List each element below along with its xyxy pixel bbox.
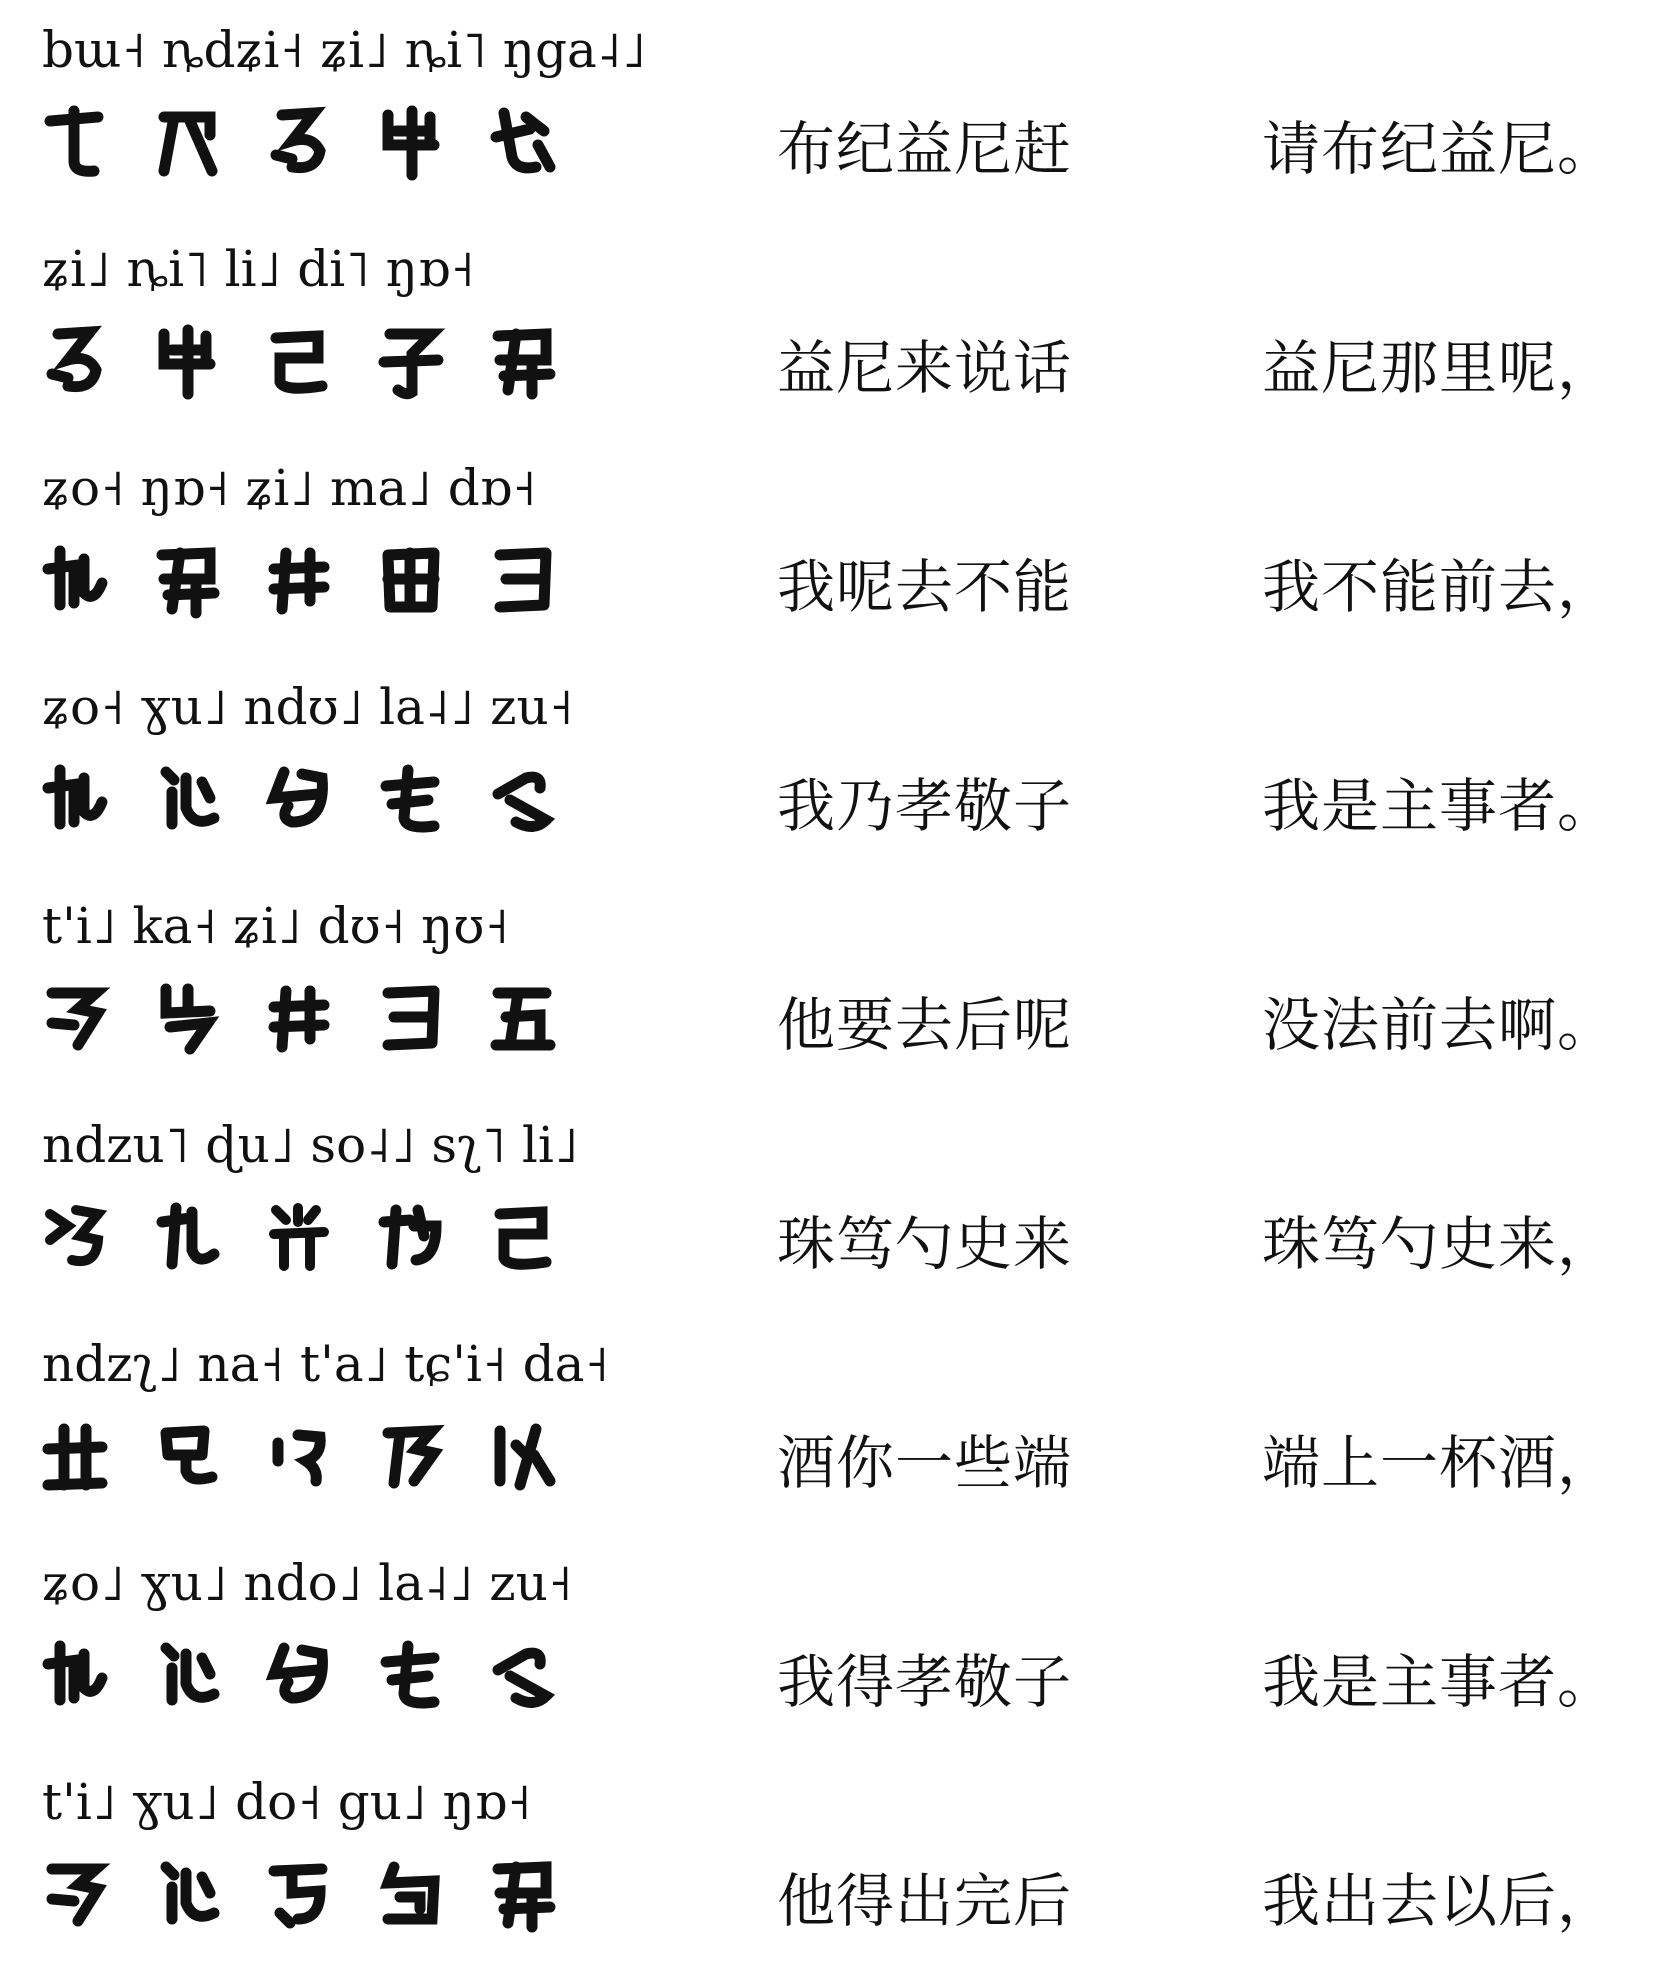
yi-glyph [374,1853,448,1935]
text-row [0,1095,1674,1314]
ipa-transcription: t'i˩ ka˧ ʑi˩ dʊ˧ ŋʊ˧ [42,897,510,955]
yi-glyph [150,1415,224,1497]
yi-glyph [262,1634,336,1716]
yi-glyph [150,539,224,621]
yi-glyph [150,101,224,183]
yi-glyph [38,539,112,621]
text-row [0,876,1674,1095]
yi-glyph [262,320,336,402]
text-row [0,657,1674,876]
yi-glyph [262,977,336,1059]
yi-glyph [150,1634,224,1716]
chinese-translation: 我不能前去， [1262,553,1617,621]
yi-glyph [38,977,112,1059]
ipa-transcription: t'i˩ ɣu˩ do˧ gu˩ ŋɒ˧ [42,1773,532,1831]
yi-glyph [486,1196,560,1278]
yi-glyph [262,539,336,621]
yi-glyph [150,320,224,402]
text-row [0,1533,1674,1752]
yi-glyph [374,1634,448,1716]
yi-glyph [374,320,448,402]
ipa-transcription: ʑo˩ ɣu˩ ndo˩ la˨˩ zu˧ [42,1554,573,1612]
yi-script-line [38,1406,560,1506]
yi-glyph [38,1853,112,1935]
yi-glyph [374,977,448,1059]
ipa-transcription: ndzʅ˩ na˧ t'a˩ tɕ'i˧ da˧ [42,1335,610,1393]
text-row [0,1752,1674,1971]
ipa-transcription: ʑo˧ ɣu˩ ndʊ˩ la˨˩ zu˧ [42,678,574,736]
yi-glyph [486,539,560,621]
yi-glyph [374,539,448,621]
ipa-transcription: ndzu˥ ɖu˩ so˨˩ sʅ˥ li˩ [42,1116,579,1174]
yi-script-line [38,311,560,411]
yi-glyph [38,1415,112,1497]
chinese-translation: 端上一杯酒， [1262,1429,1617,1497]
yi-script-line [38,749,560,849]
yi-glyph [38,1196,112,1278]
yi-glyph [374,1415,448,1497]
yi-glyph [486,1415,560,1497]
yi-script-line [38,530,560,630]
chinese-gloss: 我得孝敬子 [777,1648,1073,1716]
chinese-gloss: 布纪益尼赶 [777,115,1073,183]
yi-glyph [486,977,560,1059]
yi-glyph [374,1196,448,1278]
chinese-gloss: 酒你一些端 [777,1429,1073,1497]
yi-glyph [150,758,224,840]
ipa-transcription: ʑo˧ ŋɒ˧ ʑi˩ ma˩ dɒ˧ [42,459,537,517]
yi-glyph [38,1634,112,1716]
ipa-transcription: bɯ˧ ȵdʑi˧ ʑi˩ ȵi˥ ŋga˨˩ [42,21,647,79]
yi-glyph [486,758,560,840]
yi-script-line [38,92,560,192]
yi-glyph [486,1634,560,1716]
chinese-gloss: 我乃孝敬子 [777,772,1073,840]
yi-glyph [38,320,112,402]
yi-glyph [374,101,448,183]
chinese-gloss: 珠笃勺史来 [777,1210,1073,1278]
yi-glyph [262,1196,336,1278]
chinese-translation: 我是主事者。 [1262,1648,1617,1716]
yi-script-line [38,968,560,1068]
yi-glyph [38,101,112,183]
yi-glyph [262,1853,336,1935]
text-row [0,438,1674,657]
yi-glyph [486,320,560,402]
yi-glyph [486,101,560,183]
chinese-gloss: 他得出完后 [777,1867,1073,1935]
yi-glyph [374,758,448,840]
text-row [0,0,1674,219]
chinese-translation: 我是主事者。 [1262,772,1617,840]
yi-glyph [262,101,336,183]
chinese-translation: 没法前去啊。 [1262,991,1617,1059]
yi-script-line [38,1187,560,1287]
yi-glyph [150,1196,224,1278]
chinese-translation: 益尼那里呢， [1262,334,1617,402]
chinese-gloss: 他要去后呢 [777,991,1073,1059]
chinese-translation: 请布纪益尼。 [1262,115,1617,183]
chinese-translation: 我出去以后， [1262,1867,1617,1935]
yi-glyph [262,1415,336,1497]
ipa-transcription: ʑi˩ ȵi˥ li˩ di˥ ŋɒ˧ [42,240,475,298]
yi-glyph [150,1853,224,1935]
text-row [0,219,1674,438]
yi-script-line [38,1844,560,1944]
yi-glyph [262,758,336,840]
yi-glyph [38,758,112,840]
chinese-translation: 珠笃勺史来， [1262,1210,1617,1278]
chinese-gloss: 益尼来说话 [777,334,1073,402]
yi-glyph [486,1853,560,1935]
yi-glyph [150,977,224,1059]
text-row [0,1314,1674,1533]
chinese-gloss: 我呢去不能 [777,553,1073,621]
yi-script-line [38,1625,560,1725]
